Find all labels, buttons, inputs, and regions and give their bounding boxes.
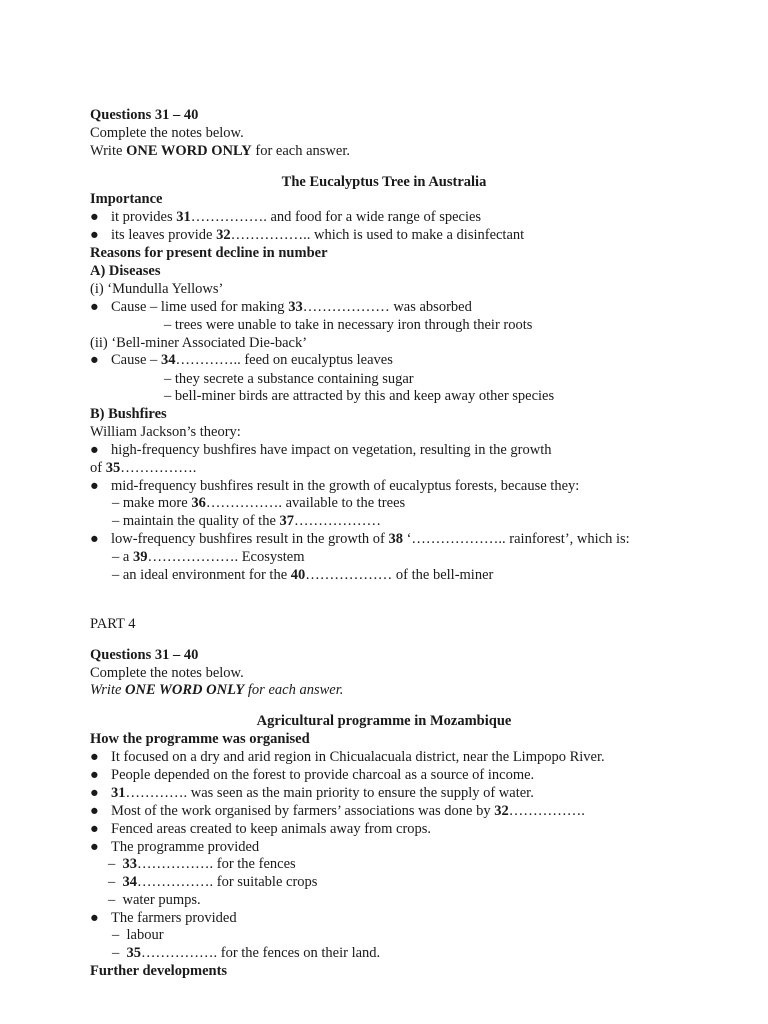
list-item: ● its leaves provide 32…………….. which is used to make a disinfectant [90, 227, 525, 243]
subheading: Reasons for present decline in number [90, 245, 328, 261]
list-subitem: – 34……………. for suitable crops [108, 874, 318, 890]
list-item: ● Most of the work organised by farmers’ associations was done by 32……………. [90, 803, 585, 819]
list-item: ● The farmers provided [90, 910, 237, 926]
bullet-icon: ● [90, 785, 99, 801]
instruction-line: Complete the notes below. [90, 125, 244, 141]
bullet-icon: ● [90, 299, 99, 315]
subheading: Importance [90, 191, 163, 207]
subheading: How the programme was organised [90, 731, 310, 747]
dash-icon: – [112, 927, 120, 943]
list-subitem: – labour [112, 927, 164, 943]
list-item: ● It focused on a dry and arid region in Chicualacuala district, near the Limpopo River. [90, 749, 605, 765]
list-subitem: – bell-miner birds are attracted by this and keep away other species [164, 388, 555, 404]
list-item: ● Cause – lime used for making 33……………… was absorbed [90, 299, 472, 315]
list-item-continuation: of 35……………. [90, 460, 197, 476]
dash-icon: – [112, 945, 120, 961]
section-title: The Eucalyptus Tree in Australia [281, 174, 487, 190]
list-item: ● The programme provided [90, 839, 260, 855]
list-subitem: – maintain the quality of the 37……………… [112, 513, 382, 529]
bullet-icon: ● [90, 803, 99, 819]
list-item: ● Cause – 34………….. feed on eucalyptus leaves [90, 352, 393, 368]
list-subitem: – 33……………. for the fences [108, 856, 296, 872]
list-subitem: – an ideal environment for the 40……………… of the bell-miner [112, 567, 494, 583]
list-item: ● Fenced areas created to keep animals away from crops. [90, 821, 432, 837]
list-subitem: – make more 36……………. available to the trees [112, 495, 406, 511]
bullet-icon: ● [90, 209, 99, 225]
dash-icon: – [108, 892, 116, 908]
list-label: (ii) ‘Bell-miner Associated Die-back’ [90, 335, 308, 351]
instruction-line: Write ONE WORD ONLY for each answer. [90, 143, 350, 159]
bullet-icon: ● [90, 749, 99, 765]
list-subitem: – water pumps. [108, 892, 201, 908]
instruction-line: Write ONE WORD ONLY for each answer. [90, 682, 344, 698]
bullet-icon: ● [90, 227, 99, 243]
questions-heading: Questions 31 – 40 [90, 647, 199, 663]
subheading: A) Diseases [90, 263, 161, 279]
list-subitem: – 35……………. for the fences on their land. [112, 945, 381, 961]
paragraph: William Jackson’s theory: [90, 424, 241, 440]
list-item: ● high-frequency bushfires have impact on vegetation, resulting in the growth [90, 442, 552, 458]
bullet-icon: ● [90, 839, 99, 855]
questions-heading: Questions 31 – 40 [90, 107, 199, 123]
list-item: ● People depended on the forest to provide charcoal as a source of income. [90, 767, 535, 783]
list-item: ● mid-frequency bushfires result in the growth of eucalyptus forests, because they: [90, 478, 580, 494]
section-title: Agricultural programme in Mozambique [256, 713, 512, 729]
list-item: ● 31…………. was seen as the main priority to ensure the supply of water. [90, 785, 534, 801]
part-label: PART 4 [90, 616, 136, 632]
list-subitem: – a 39………………. Ecosystem [112, 549, 305, 565]
bullet-icon: ● [90, 910, 99, 926]
list-subitem: – they secrete a substance containing sugar [164, 371, 414, 387]
list-item: ● it provides 31……………. and food for a wide range of species [90, 209, 482, 225]
dash-icon: – [108, 874, 116, 890]
list-subitem: – trees were unable to take in necessary iron through their roots [164, 317, 533, 333]
subheading: Further developments [90, 963, 228, 979]
bullet-icon: ● [90, 821, 99, 837]
list-item: ● low-frequency bushfires result in the growth of 38 ‘……………….. rainforest’, which is: [90, 531, 630, 547]
instruction-line: Complete the notes below. [90, 665, 244, 681]
dash-icon: – [108, 856, 116, 872]
list-label: (i) ‘Mundulla Yellows’ [90, 281, 224, 297]
bullet-icon: ● [90, 531, 99, 547]
subheading: B) Bushfires [90, 406, 167, 422]
bullet-icon: ● [90, 767, 99, 783]
bullet-icon: ● [90, 442, 99, 458]
bullet-icon: ● [90, 352, 99, 368]
bullet-icon: ● [90, 478, 99, 494]
